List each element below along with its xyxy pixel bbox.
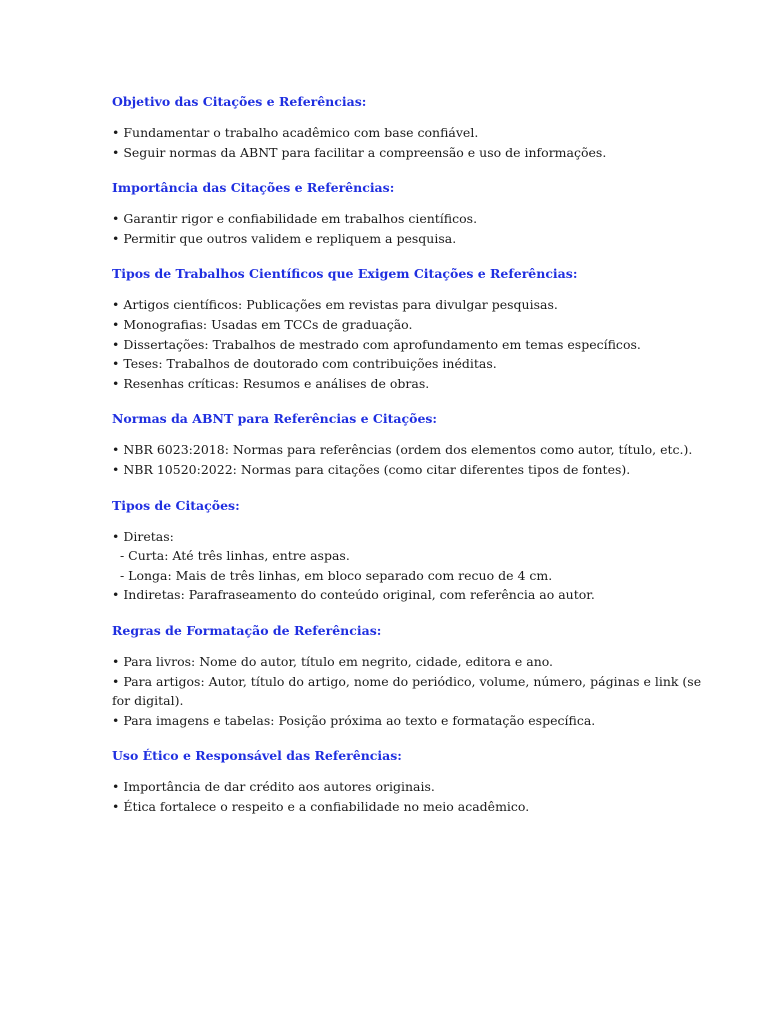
bullet-line: • Fundamentar o trabalho acadêmico com base confiável. (112, 125, 479, 140)
bullet-line: • Garantir rigor e confiabilidade em trabalhos científicos. (112, 211, 478, 227)
section-heading: Objetivo das Citações e Referências: (112, 94, 367, 109)
section-heading: Tipos de Trabalhos Científicos que Exigem Citações e Referências: (112, 266, 578, 282)
section-heading: Uso Ético e Responsável das Referências: (112, 748, 402, 764)
bullet-line: • Dissertações: Trabalhos de mestrado com aprofundamento em temas específicos. (112, 336, 641, 352)
bullet-line: • Seguir normas da ABNT para facilitar a compreensão e uso de informações. (112, 144, 607, 160)
section-normas-abnt (112, 409, 693, 479)
document-page (112, 92, 702, 832)
section-heading: Regras de Formatação de Referências: (112, 622, 382, 638)
bullet-line: • Ética fortalece o respeito e a confiabilidade no meio acadêmico. (112, 798, 530, 814)
bullet-line: • NBR 10520:2022: Normas para citações (como citar diferentes tipos de fontes). (112, 461, 631, 477)
bullet-line: • Importância de dar crédito aos autores originais. (112, 779, 435, 795)
bullet-line: • Para artigos: Autor, título do artigo, nome do periódico, volume, número, páginas e link (se (112, 673, 702, 689)
bullet-line: • Artigos científicos: Publicações em revistas para divulgar pesquisas. (112, 297, 558, 313)
section-uso-etico (112, 746, 662, 816)
section-tipos-trabalhos (112, 264, 662, 393)
bullet-line: • Monografias: Usadas em TCCs de graduação. (112, 316, 413, 332)
bullet-line: • Para livros: Nome do autor, título em negrito, cidade, editora e ano. (112, 653, 554, 669)
bullet-line: • NBR 6023:2018: Normas para referências (ordem dos elementos como autor, título, etc.). (112, 442, 693, 458)
bullet-line: • Permitir que outros validem e repliquem a pesquisa. (112, 230, 457, 246)
bullet-line-continuation: for digital). (112, 693, 184, 709)
section-heading: Importância das Citações e Referências: (112, 180, 395, 196)
bullet-line: • Para imagens e tabelas: Posição próxima ao texto e formatação específica. (112, 712, 596, 728)
sub-bullet-line: - Curta: Até três linhas, entre aspas. (112, 548, 350, 564)
section-heading: Tipos de Citações: (112, 497, 240, 513)
bullet-line: • Indiretas: Parafraseamento do conteúdo original, com referência ao autor. (112, 587, 595, 603)
bullet-line: • Resenhas críticas: Resumos e análises de obras. (112, 375, 430, 391)
section-objetivo (112, 92, 662, 162)
bullet-line: • Diretas: (112, 528, 174, 544)
sub-bullet-line: - Longa: Mais de três linhas, em bloco separado com recuo de 4 cm. (112, 567, 553, 583)
bullet-line: • Teses: Trabalhos de doutorado com contribuições inéditas. (112, 356, 497, 372)
section-heading: Normas da ABNT para Referências e Citações: (112, 411, 438, 427)
section-importancia (112, 178, 662, 248)
section-tipos-citacoes (112, 496, 662, 605)
section-regras-formatacao (112, 621, 702, 730)
